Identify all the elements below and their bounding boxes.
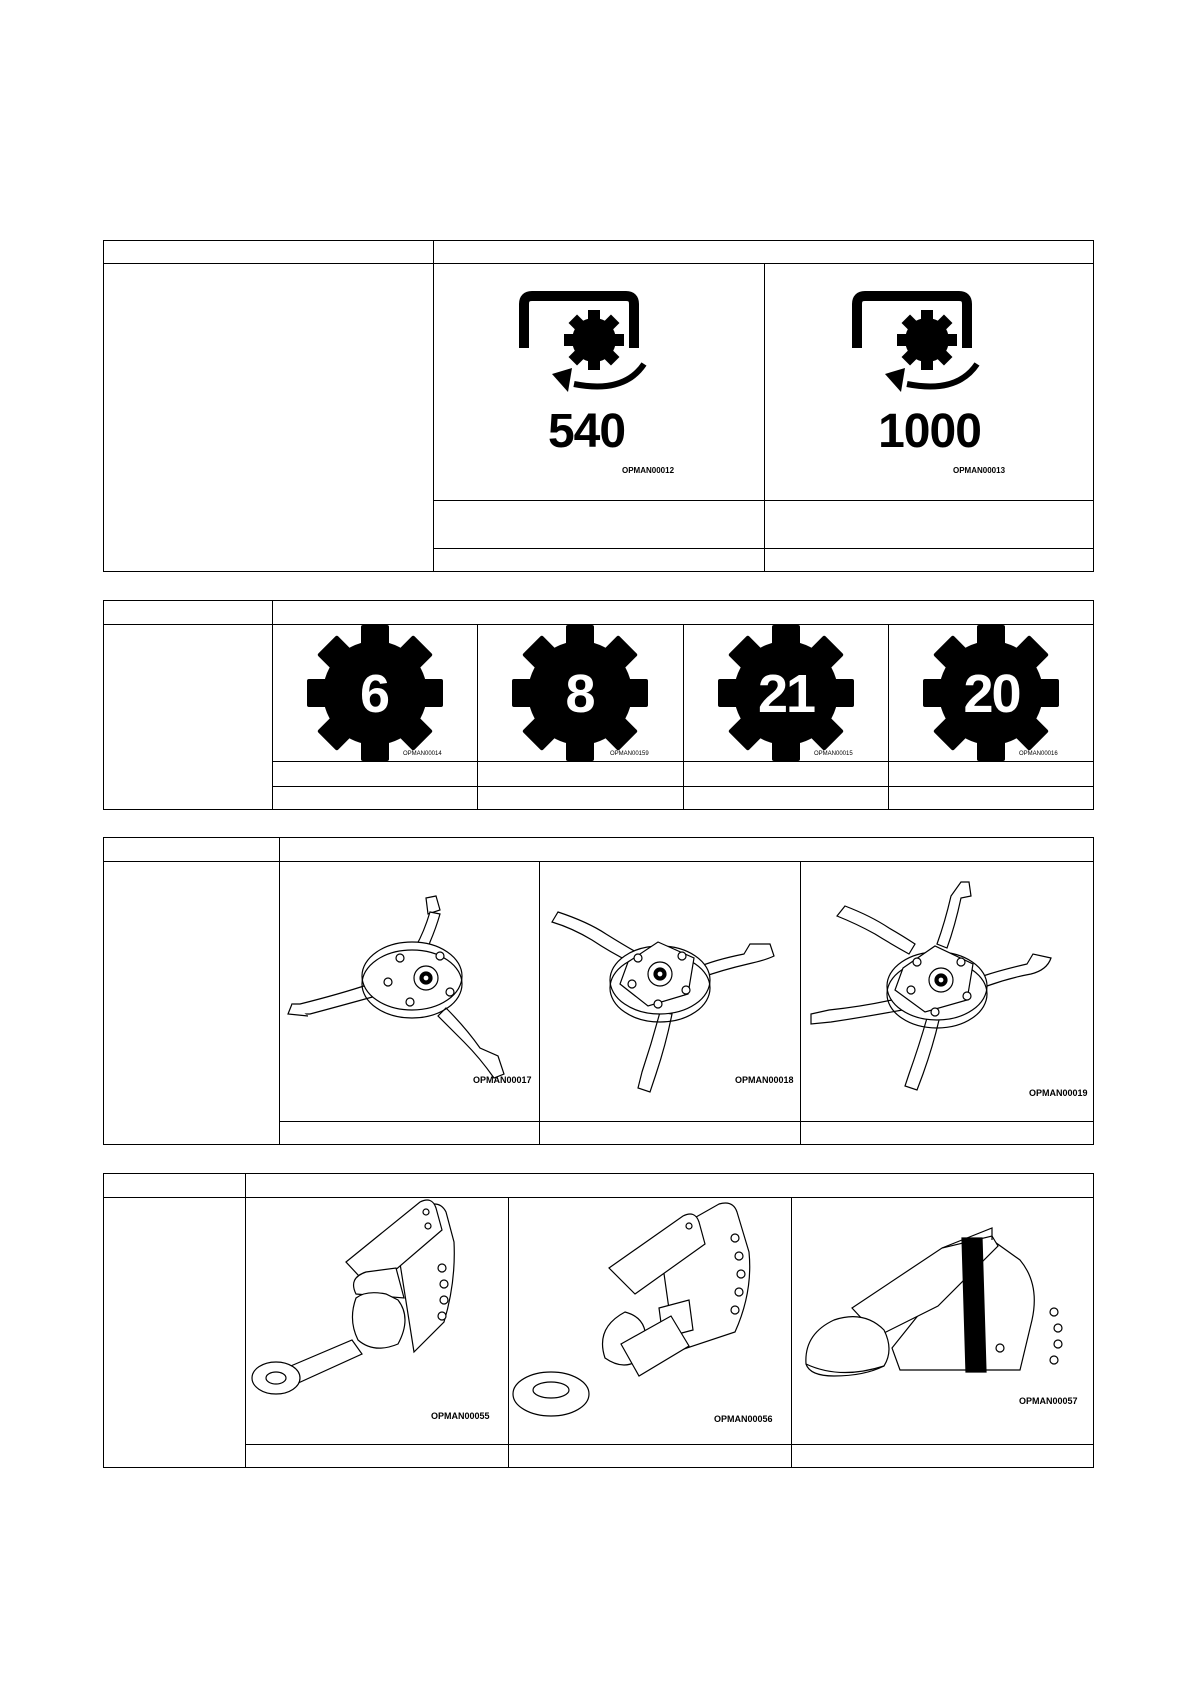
figure-code: OPMAN00016 — [1019, 751, 1058, 757]
pto-shaft-icon — [434, 264, 764, 500]
hitch-cell — [246, 1198, 508, 1444]
spline-count: 6 — [359, 664, 391, 724]
pto-speed-value: 540 — [547, 405, 626, 458]
spline-count: 21 — [757, 664, 815, 724]
ball-hitch-drawing — [792, 1198, 1094, 1444]
figure-code: OPMAN00019 — [1029, 1088, 1088, 1098]
divider — [279, 1121, 1094, 1122]
figure-code: OPMAN00013 — [953, 466, 1006, 475]
spline-cell — [684, 625, 888, 761]
eye-hitch-drawing — [246, 1198, 508, 1444]
spline-cell — [273, 625, 477, 761]
figure-code: OPMAN00057 — [1019, 1396, 1078, 1406]
pto-speed-value: 1000 — [878, 405, 981, 458]
blade-rotor-cell — [801, 862, 1094, 1121]
figure-code: OPMAN00012 — [622, 466, 675, 475]
pto-1000-cell — [765, 264, 1094, 500]
figure-code: OPMAN00017 — [473, 1075, 532, 1085]
five-blade-rotor-drawing — [801, 862, 1094, 1121]
divider — [433, 500, 1094, 501]
pto-540-cell — [434, 264, 764, 500]
clevis-hitch-drawing — [509, 1198, 791, 1444]
figure-code: OPMAN00015 — [814, 751, 853, 757]
figure-code: OPMAN00055 — [431, 1411, 490, 1421]
divider — [433, 548, 1094, 549]
spline-count: 8 — [565, 664, 596, 724]
figure-code: OPMAN00056 — [714, 1414, 773, 1424]
spline-cell — [889, 625, 1094, 761]
divider — [245, 1444, 1094, 1445]
divider — [272, 786, 1094, 787]
figure-code: OPMAN00014 — [403, 751, 442, 757]
figure-code: OPMAN00159 — [610, 751, 649, 757]
hitch-cell — [509, 1198, 791, 1444]
divider — [272, 761, 1094, 762]
blade-rotor-cell — [540, 862, 800, 1121]
blade-rotor-cell — [280, 862, 539, 1121]
spline-count: 20 — [963, 664, 1020, 724]
pto-shaft-icon — [765, 264, 1094, 500]
figure-code: OPMAN00018 — [735, 1075, 794, 1085]
spline-cell — [478, 625, 683, 761]
hitch-cell — [792, 1198, 1094, 1444]
